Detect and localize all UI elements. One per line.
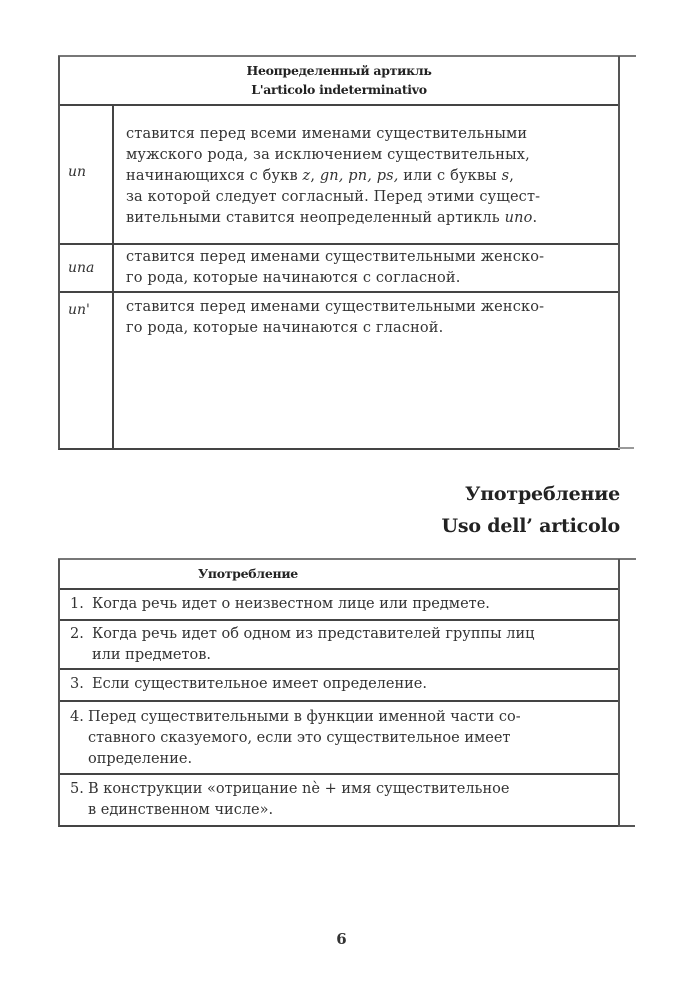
article-label: un' (68, 302, 90, 318)
text-line: Перед существительными в функции именной части со- (88, 709, 521, 725)
usage-item-4 (60, 700, 618, 773)
table-header (60, 56, 618, 104)
table-usage (58, 559, 620, 827)
text-line: ставного сказуемого, если это существительное имеет (88, 730, 511, 746)
usage-header: Употребление (198, 566, 298, 581)
text-line: в единственном числе». (88, 802, 274, 818)
item-number: 4. (70, 709, 84, 725)
text-line: го рода, которые начинаются с гласной. (126, 320, 444, 336)
rule-text (114, 293, 618, 448)
article-cell (60, 106, 114, 243)
rule-text (114, 106, 618, 243)
item-number: 5. (70, 781, 84, 797)
table-row-un-apostrophe (60, 291, 618, 448)
text-line: вительными ставится неопределенный артикль uno. (126, 210, 538, 226)
letters-gn-pn-ps: gn, pn, ps, (319, 168, 399, 184)
text-line: определение. (88, 751, 193, 767)
page-number: 6 (336, 930, 347, 948)
table-indefinite-article (58, 56, 620, 450)
section-title-it: Uso dell’ articolo (441, 515, 620, 537)
header-title-it: L'articolo indeterminativo (251, 82, 427, 97)
item-number: 3. (70, 676, 84, 692)
item-text (88, 707, 608, 773)
article-label: un (68, 163, 87, 180)
item-text (88, 779, 608, 825)
text-line: за которой следует согласный. Перед этими сущест- (126, 189, 541, 205)
letter-s: s (501, 168, 510, 184)
text-line: Когда речь идет о неизвестном лице или предмете. (92, 596, 490, 612)
usage-item-2 (60, 619, 618, 668)
text-line: В конструкции «отрицание nè + имя существительное (88, 781, 510, 797)
article-cell (60, 245, 114, 291)
item-number: 1. (70, 596, 84, 612)
text-line: или предметов. (92, 647, 211, 663)
text-line: ставится перед именами существительными женско- (126, 299, 545, 315)
text-line: ставится перед именами существительными женско- (126, 249, 545, 265)
rule-text (114, 245, 618, 291)
header-title-ru: Неопределенный артикль (246, 63, 432, 78)
usage-item-5 (60, 773, 618, 825)
text-line: начинающихся с букв z, gn, pn, ps, или с буквы s, (126, 168, 514, 184)
table-header (60, 559, 618, 588)
table-row-una (60, 243, 618, 291)
text-line: мужского рода, за исключением существительных, (126, 147, 530, 163)
table-row-un (60, 104, 618, 243)
article-uno: uno (504, 210, 533, 226)
item-text (92, 624, 608, 668)
text-line: го рода, которые начинаются с согласной. (126, 270, 461, 286)
article-label: una (68, 260, 95, 276)
usage-item-1 (60, 588, 618, 619)
letter-z: z (302, 168, 311, 184)
table-usage-bottom-rule (618, 825, 635, 827)
text-line: Если существительное имеет определение. (92, 676, 427, 692)
item-text (92, 674, 608, 700)
section-title-ru: Употребление (465, 483, 620, 505)
table-indefinite-bottom-rule (618, 447, 634, 449)
item-text (92, 594, 608, 619)
text-line: ставится перед всеми именами существительными (126, 126, 528, 142)
text-line: Когда речь идет об одном из представителей группы лиц (92, 626, 535, 642)
table-header-text (246, 61, 431, 99)
item-number: 2. (70, 626, 84, 642)
article-cell (60, 293, 114, 448)
usage-item-3 (60, 668, 618, 700)
